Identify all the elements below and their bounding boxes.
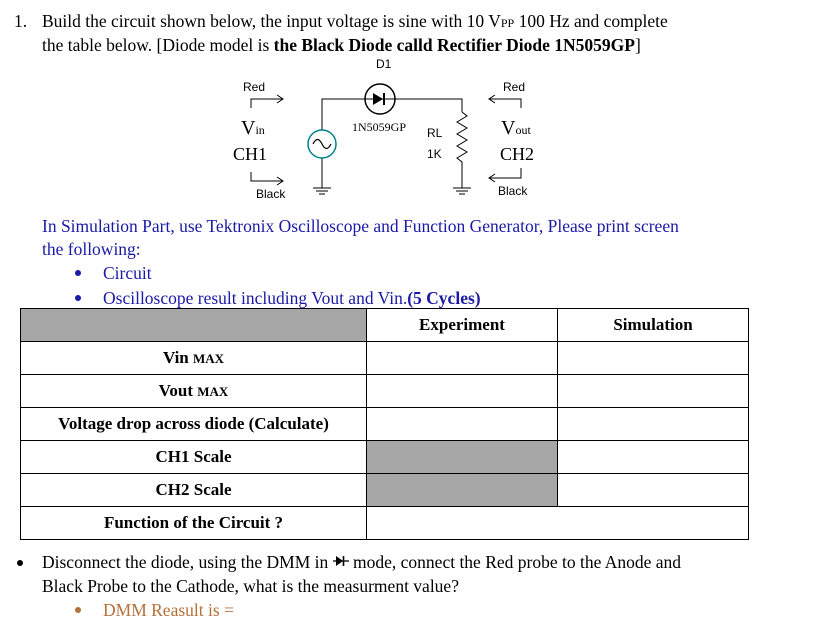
cell-ch2-experiment <box>367 474 558 507</box>
table-row <box>21 441 749 474</box>
row-label-voltage-drop: Voltage drop across diode (Calculate) <box>21 408 367 441</box>
vin-v: V <box>241 117 256 139</box>
vin-sub: in <box>255 123 265 137</box>
table-header-experiment: Experiment <box>367 309 558 342</box>
question-line-2-text: the table below. [Diode model is <box>42 35 274 55</box>
bullet-dmm-dot <box>75 607 81 613</box>
table-row <box>21 375 749 408</box>
row-label-text: Vout <box>158 381 194 400</box>
right-black-label: Black <box>498 184 528 198</box>
diode-model: the Black Diode calld Rectifier Diode 1N5059GP <box>273 35 635 55</box>
question-line-1 <box>42 10 668 34</box>
bullet-cycles: (5 Cycles) <box>407 288 481 308</box>
disconnect-line-1b: mode, connect the Red probe to the Anode and <box>348 552 682 572</box>
vin-label <box>241 117 265 140</box>
resistor-ref-label: RL <box>427 126 443 140</box>
simulation-note-line-1: In Simulation Part, use Tektronix Oscilloscope and Function Generator, Please print screen <box>42 216 679 236</box>
dmm-result-label: DMM Reasult is = <box>103 600 234 620</box>
cell-vout-experiment[interactable] <box>367 375 558 408</box>
diode-d1-symbol <box>359 84 401 114</box>
question-number: 1. <box>14 11 28 31</box>
row-label-ch1-scale: CH1 Scale <box>21 441 367 474</box>
resistor-rl-symbol <box>457 112 467 166</box>
cell-function-answer[interactable] <box>367 507 749 540</box>
function-generator-symbol <box>308 130 336 158</box>
left-black-label: Black <box>256 187 286 201</box>
table-header-blank <box>21 309 367 342</box>
vout-label <box>501 117 531 140</box>
ch2-label: CH2 <box>500 144 535 164</box>
row-label-vin-max <box>21 342 367 375</box>
disconnect-line-1a: Disconnect the diode, using the DMM in <box>42 552 333 572</box>
question-line-2-end: ] <box>634 35 641 55</box>
row-label-sub: MAX <box>193 351 225 366</box>
left-red-label: Red <box>243 80 266 94</box>
table-header-row <box>21 309 749 342</box>
row-label-vout-max <box>21 375 367 408</box>
table-row <box>21 342 749 375</box>
row-label-text: Vin <box>162 348 189 367</box>
bullet-oscilloscope <box>103 287 481 309</box>
bullet-circuit: Circuit <box>103 263 152 283</box>
table-header-simulation: Simulation <box>558 309 749 342</box>
circuit-wires <box>322 99 462 188</box>
cell-ch1-simulation[interactable] <box>558 441 749 474</box>
cell-drop-simulation[interactable] <box>558 408 749 441</box>
row-label-function: Function of the Circuit ? <box>21 507 367 540</box>
resistor-value-label: 1K <box>427 147 442 161</box>
ground-left-symbol <box>313 188 331 194</box>
question-vpp-sub: PP <box>500 16 515 30</box>
simulation-note-line-2: the following: <box>42 239 141 259</box>
table-row <box>21 474 749 507</box>
left-red-probe-arrow <box>251 95 283 108</box>
diode-mode-icon <box>333 554 349 568</box>
cell-vin-simulation[interactable] <box>558 342 749 375</box>
bullet-disconnect-dot <box>17 560 23 566</box>
diode-part-label: 1N5059GP <box>352 120 407 134</box>
question-line-1-text: Build the circuit shown below, the input voltage is sine with 10 V <box>42 11 501 31</box>
table-row <box>21 408 749 441</box>
right-black-probe-arrow <box>489 168 521 182</box>
cell-ch1-experiment <box>367 441 558 474</box>
disconnect-line-1 <box>42 551 681 573</box>
vout-sub: out <box>515 123 531 137</box>
right-red-probe-arrow <box>489 95 521 108</box>
ground-right-symbol <box>453 188 471 194</box>
vout-v: V <box>501 117 516 139</box>
question-line-2 <box>42 34 641 56</box>
right-red-label: Red <box>503 80 526 94</box>
cell-ch2-simulation[interactable] <box>558 474 749 507</box>
results-table <box>20 308 749 540</box>
cell-vin-experiment[interactable] <box>367 342 558 375</box>
ch1-label: CH1 <box>233 144 268 164</box>
disconnect-line-2: Black Probe to the Cathode, what is the measurment value? <box>42 576 459 596</box>
bullet-circuit-dot <box>75 270 81 276</box>
cell-vout-simulation[interactable] <box>558 375 749 408</box>
row-label-ch2-scale: CH2 Scale <box>21 474 367 507</box>
table-row <box>21 507 749 540</box>
cell-drop-experiment[interactable] <box>367 408 558 441</box>
bullet-oscilloscope-text: Oscilloscope result including Vout and Vin. <box>103 288 408 308</box>
question-line-1-tail: 100 Hz and complete <box>514 11 668 31</box>
diode-ref-label: D1 <box>376 57 392 71</box>
left-black-probe-arrow <box>251 172 283 185</box>
row-label-sub: MAX <box>197 384 229 399</box>
bullet-oscilloscope-dot <box>75 295 81 301</box>
